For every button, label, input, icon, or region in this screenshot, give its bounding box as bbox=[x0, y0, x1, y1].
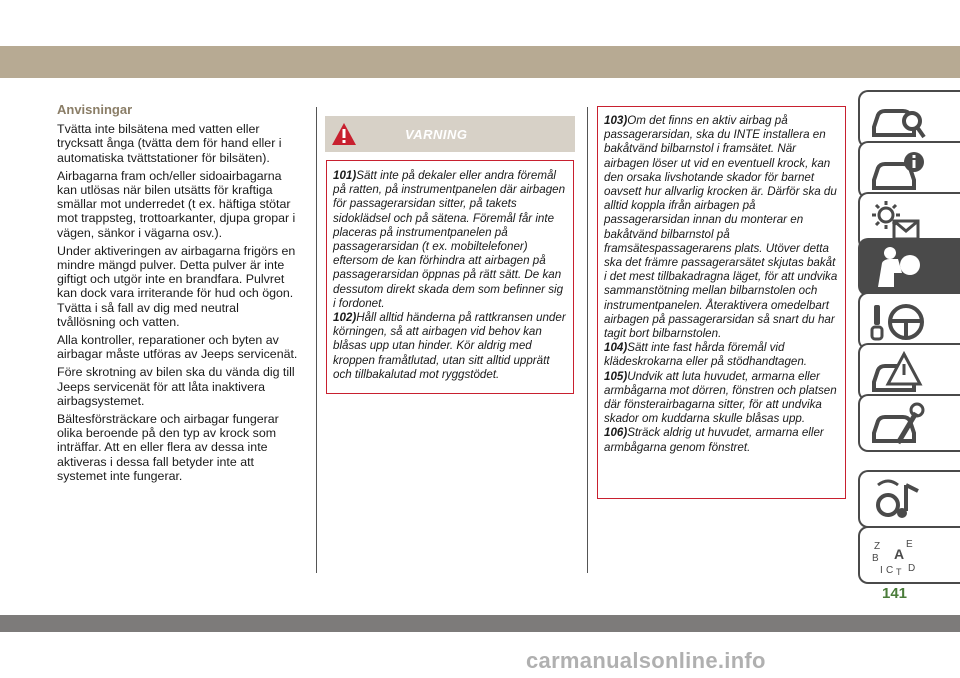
index-letter: I bbox=[880, 565, 883, 576]
paragraph: Airbagarna fram och/eller sidoairbagarna kan utlösas när bilen utsätts för kraftiga smällar mot underredet (t ex. häftiga stötar mot trappsteg, trottoarkanter, djupa gropar i vägen, sänkor i vägarna osv.). bbox=[57, 168, 296, 240]
car-info-icon bbox=[868, 146, 928, 196]
column-divider bbox=[316, 107, 317, 573]
header-band bbox=[0, 46, 960, 78]
index-letter: T bbox=[896, 567, 902, 577]
warning-box-left bbox=[326, 160, 574, 394]
index-letter: E bbox=[906, 539, 913, 550]
warning-text: Om det finns en aktiv airbag på passagerarsidan, ska du INTE installera en bakåtvänd bilbarnstol i framsätet. När airbagen löser ut vid en eventuell krock, kan den orsaka livshotande skador för barnet oavsett hur allvarlig krocken är. Därför ska du alltid koppla ifrån airbagen på passagerarsidan innan du monterar en bakåtvänd bilbarnstol på framsätespassagerarens plats. Utöver detta ska det främre passagerarsätet skjutas bakåt i det mest tillbakadragna läget, för att undvika sammanstötning mellan bilbarnstolen och instrumentpanelen. Återaktivera omedelbart airbagen på passagerarsidan så snart du har tagit bort bilbarnstolen. bbox=[604, 114, 838, 341]
paragraph: Före skrotning av bilen ska du vända dig till Jeeps servicenät för att låta inaktivera airbagsystemet. bbox=[57, 365, 295, 408]
index-letter: A bbox=[894, 546, 905, 562]
warning-text: Sätt inte fast hårda föremål vid klädeskrokarna eller på stödhandtagen. bbox=[604, 341, 808, 369]
index-letter: B bbox=[872, 553, 879, 564]
warning-number: 105) bbox=[604, 369, 628, 383]
warning-text: Sträck aldrig ut huvudet, armarna eller armbågarna genom fönstret. bbox=[604, 426, 824, 454]
car-search-icon bbox=[868, 95, 928, 145]
tab-servicing[interactable] bbox=[858, 394, 960, 452]
warning-title: VARNING bbox=[405, 127, 468, 142]
warning-item bbox=[333, 169, 567, 311]
seat-airbag-icon bbox=[868, 243, 928, 293]
warning-item bbox=[604, 426, 839, 454]
footer-band bbox=[0, 615, 960, 632]
warning-number: 101) bbox=[333, 169, 357, 182]
index-letter: D bbox=[908, 563, 916, 574]
emergency-icon bbox=[868, 348, 928, 398]
warning-number: 106) bbox=[604, 426, 628, 440]
instructions-column bbox=[57, 103, 300, 487]
column-divider bbox=[587, 107, 588, 573]
warning-text: Sätt inte på dekaler eller andra föremål på ratten, på instrumentpanelen där airbagen för passagerarsidan sitter, på takets sidoklädsel och på sätena. Föremål får inte placeras på instrumentpanelen på passagerarsidan (t ex. mobiltelefoner) eftersom de kan förhindra att airbagen på passagerarsidan öppnas på rätt sätt. De kan dessutom direkt skada dem som befinner sig i fordonet. bbox=[333, 169, 566, 310]
tab-dashboard[interactable] bbox=[858, 141, 960, 199]
tab-in-emergency[interactable] bbox=[858, 343, 960, 401]
warning-number: 104) bbox=[604, 341, 628, 355]
warning-box-right bbox=[597, 106, 846, 499]
wrench-car-icon bbox=[868, 399, 928, 449]
warning-item bbox=[333, 311, 567, 382]
warning-item bbox=[604, 114, 839, 341]
tab-safety[interactable] bbox=[858, 238, 960, 296]
warning-number: 102) bbox=[333, 311, 357, 325]
warning-text: Undvik att luta huvudet, armarna eller armbågarna mot dörren, fönstren och platsen där fönsterairbagarna sitter, för att undvika skador om kuddarna skulle blåsas upp. bbox=[604, 369, 837, 426]
warning-triangle-icon bbox=[331, 122, 357, 146]
tab-getting-to-know-car[interactable] bbox=[858, 90, 960, 148]
tab-index[interactable] bbox=[858, 526, 960, 584]
steering-wheel-icon bbox=[868, 297, 928, 347]
warning-item bbox=[604, 370, 839, 427]
paragraph: Alla kontroller, reparationer och byten av airbagar måste utföras av Jeeps servicenät. bbox=[57, 333, 298, 362]
paragraph: Bältesförsträckare och airbagar fungerar olika beroende på den typ av krock som inträffar. Att en eller flera av dessa inte aktiveras i dessa fall betyder inte att systemet inte fungerar. bbox=[57, 412, 279, 483]
warning-header bbox=[325, 116, 575, 152]
index-letter: C bbox=[886, 565, 894, 576]
paragraph: Under aktiveringen av airbagarna frigörs en mindre mängd pulver. Detta pulver är inte giftigt och utgör inte en brandfara. Pulvret kan dock vara irriterande för hud och ögon. Tvätta i så fall av dig med neutral tvållösning och vatten. bbox=[57, 243, 296, 329]
watermark: carmanualsonline.info bbox=[526, 648, 766, 673]
index-letters-icon bbox=[868, 531, 928, 581]
warning-number: 103) bbox=[604, 114, 628, 127]
tab-multimedia[interactable] bbox=[858, 470, 960, 528]
paragraph: Tvätta inte bilsätena med vatten eller trycksatt ånga (tvätta dem för hand eller i automatiska tvättstationer för bilsäten). bbox=[57, 122, 282, 165]
page-number: 141 bbox=[882, 585, 908, 602]
multimedia-icon bbox=[868, 475, 928, 525]
section-title: Anvisningar bbox=[57, 102, 133, 117]
index-letter: Z bbox=[874, 541, 881, 552]
tab-starting-driving[interactable] bbox=[858, 292, 960, 350]
warning-item bbox=[604, 341, 839, 369]
warning-text: Håll alltid händerna på rattkransen under körningen, så att airbagen vid behov kan blåsas upp utan hinder. Kör aldrig med kroppen framåtlutad, utan sitt alltid upprätt och tillbakalutad mot ryggstödet. bbox=[333, 311, 566, 381]
